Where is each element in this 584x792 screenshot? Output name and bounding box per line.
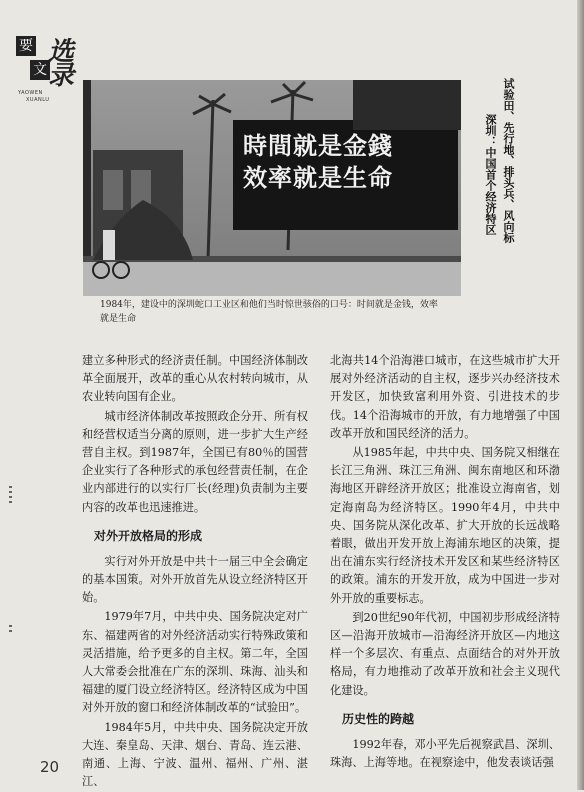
page-spine-shadow — [577, 0, 584, 790]
logo-box-yao: 要 — [16, 36, 36, 56]
paragraph: 1984年5月，中共中央、国务院决定开放大连、秦皇岛、天津、烟台、青岛、连云港、南通、上海、宁波、温州、福州、广州、湛江、 — [82, 720, 308, 789]
article-title-vertical: 深圳：中国首个经济特区 — [484, 114, 497, 235]
text-column-right — [330, 352, 560, 773]
paragraph: 建立多种形式的经济责任制。中国经济体制改革全面展开，改革的重心从农村转向城市，从农业转向国有企业。 — [82, 354, 308, 404]
section-logo — [16, 36, 86, 104]
logo-roman-1: YAOWEN — [18, 90, 43, 96]
logo-script: 选录 — [48, 37, 73, 91]
text-column-left — [82, 352, 308, 792]
photo-caption: 1984年，建设中的深圳蛇口工业区和他们当时惊世骇俗的口号：时间就是金钱，效率就是生命 — [100, 300, 438, 324]
shenzhen-photo — [83, 80, 461, 296]
slogan-line-1: 時間就是金錢 — [243, 132, 393, 160]
logo-roman-2: XUANLU — [26, 97, 50, 103]
margin-marks — [9, 625, 12, 635]
article-subtitle-vertical: 试验田、先行地、排头兵、风向标 — [502, 78, 515, 243]
slogan-sign — [243, 130, 453, 194]
paragraph: 1992年春，邓小平先后视察武昌、深圳、珠海、上海等地。在视察途中，他发表谈话强 — [330, 737, 560, 770]
paragraph: 1979年7月，中共中央、国务院决定对广东、福建两省的对外经济活动实行特殊政策和灵活措施，给予更多的自主权。第二年，全国人大常委会批准在广东的深圳、珠海、汕头和福建的厦门设立经济特区。经济特区成为中国对外开放的窗口和经济体制改革的“试验田”。 — [82, 610, 308, 715]
margin-marks — [9, 486, 12, 504]
logo-box-wen: 文 — [30, 60, 50, 80]
paragraph: 从1985年起，中共中央、国务院又相继在长江三角洲、珠江三角洲、闽东南地区和环渤海地区开辟经济开放区；批准设立海南省，划定海南岛为经济特区。1990年4月，中共中央、国务院从深化改革、扩大开放的长远战略着眼，做出开发开放上海浦东地区的决策，提出在浦东实行经济技术开发区和某些经济特区的政策。浦东的开发开放，成为中国进一步对外开放的重要标志。 — [330, 446, 560, 605]
paragraph: 实行对外开放是中共十一届三中全会确定的基本国策。对外开放首先从设立经济特区开始。 — [82, 554, 308, 605]
section-heading: 对外开放格局的形成 — [94, 528, 203, 543]
page-number: 20 — [40, 758, 60, 776]
slogan-line-2: 效率就是生命 — [243, 164, 393, 192]
paragraph: 北海共14个沿海港口城市，在这些城市扩大开展对外经济活动的自主权，逐步兴办经济技术开发区，加快致富利用外资、引进技术的步伐。14个沿海城市的开放，有力地增强了中国改革开放和国民经济的活力。 — [330, 354, 560, 440]
section-heading: 历史性的跨越 — [342, 711, 415, 726]
paragraph: 城市经济体制改革按照政企分开、所有权和经营权适当分离的原则，进一步扩大生产经营自主权。到1987年，全国已有80％的国营企业实行了各种形式的承包经营责任制，在企业内部进行的以实行厂长(经理)负责制为主要内容的改革也迅速推进。 — [82, 409, 308, 514]
paragraph: 到20世纪90年代初，中国初步形成经济特区—沿海开放城市—沿海经济开放区—内地这样一个多层次、有重点、点面结合的对外开放格局，有力地推动了改革开放和社会主义现代化建设。 — [330, 610, 560, 697]
